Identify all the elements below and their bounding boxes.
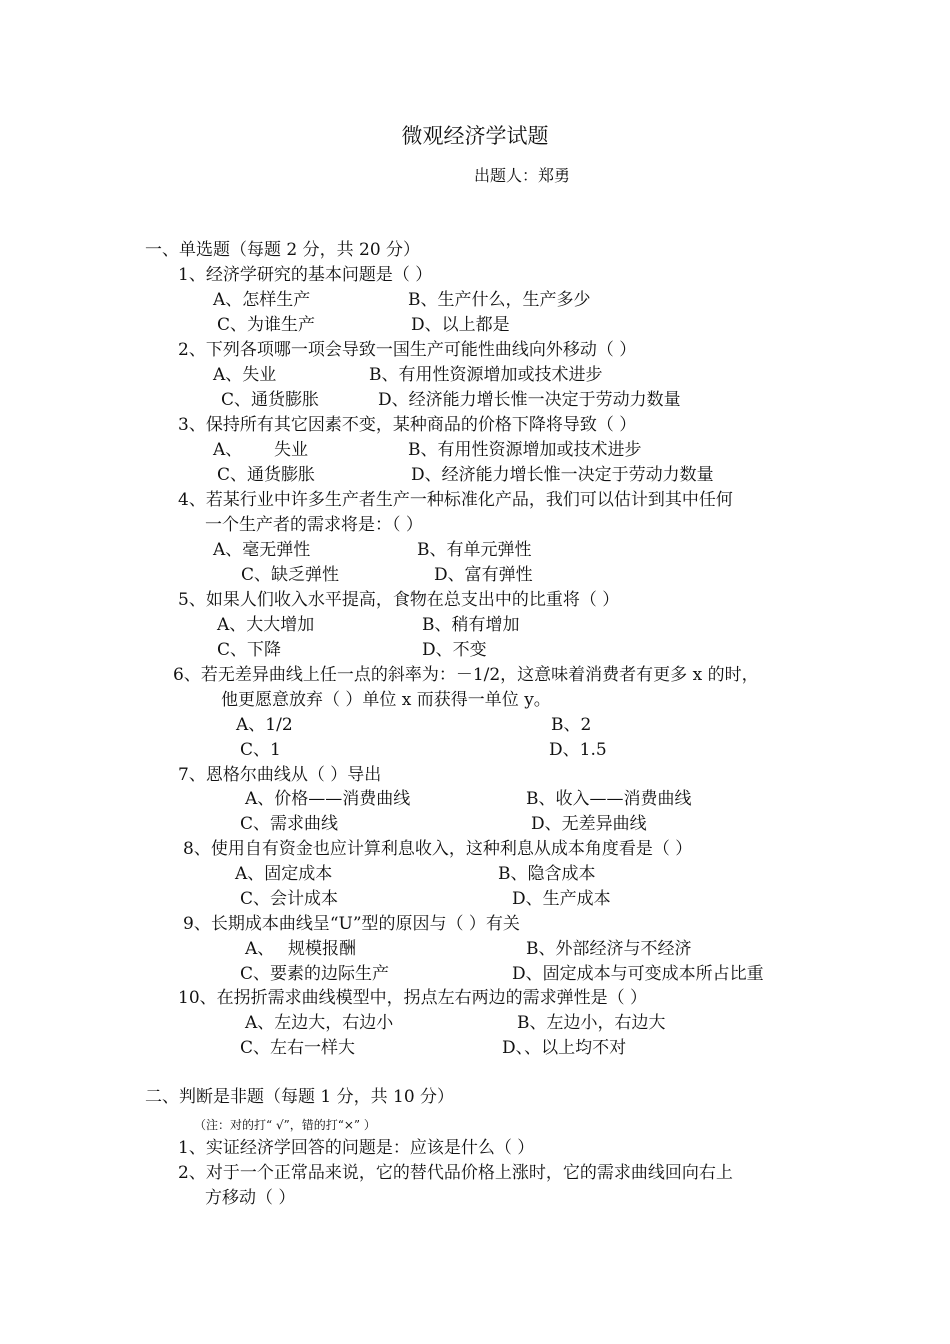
option: D、不变 [422, 640, 487, 660]
option: A、怎样生产 [213, 290, 311, 310]
option: C、1 [240, 740, 281, 760]
section-heading: 一、单选题（每题 2 分，共 20 分） [145, 240, 421, 260]
option: 失业 [274, 440, 308, 460]
option: C、缺乏弹性 [241, 565, 340, 585]
option: C、要素的边际生产 [240, 964, 390, 984]
option: B、收入——消费曲线 [526, 789, 692, 809]
option: C、需求曲线 [240, 814, 339, 834]
judgment-item: 2、对于一个正常品来说，它的替代品价格上涨时，它的需求曲线回向右上 [178, 1163, 733, 1183]
option: D、、以上均不对 [502, 1038, 627, 1058]
question-stem: 5、如果人们收入水平提高，食物在总支出中的比重将（ ） [178, 590, 620, 610]
option: C、下降 [217, 640, 282, 660]
option: B、生产什么，生产多少 [408, 290, 591, 310]
question-stem: 8、使用自有资金也应计算利息收入，这种利息从成本角度看是（ ） [183, 839, 693, 859]
option: A、1/2 [236, 715, 293, 735]
option: A、失业 [213, 365, 277, 385]
option: B、有用性资源增加或技术进步 [408, 440, 642, 460]
option: D、以上都是 [411, 315, 510, 335]
question-stem: 6、若无差异曲线上任一点的斜率为：－1/2，这意味着消费者有更多 x 的时， [173, 665, 759, 685]
option: A、左边大，右边小 [245, 1013, 394, 1033]
question-stem-continued: 一个生产者的需求将是：（ ） [205, 515, 423, 535]
option: A、 [245, 939, 275, 959]
question-stem: 4、若某行业中许多生产者生产一种标准化产品，我们可以估计到其中任何 [178, 490, 733, 510]
option: A、大大增加 [217, 615, 315, 635]
option: D、固定成本与可变成本所占比重 [512, 964, 764, 984]
option: A、 [213, 440, 243, 460]
question-stem: 1、经济学研究的基本问题是（ ） [178, 265, 433, 285]
option: C、通货膨胀 [221, 390, 320, 410]
option: D、富有弹性 [434, 565, 533, 585]
option: C、为谁生产 [217, 315, 316, 335]
section-note: （注：对的打“ √”，错的打“×” ） [194, 1118, 376, 1132]
author-line: 出题人：郑勇 [474, 166, 571, 185]
option: C、左右一样大 [240, 1038, 356, 1058]
page-title: 微观经济学试题 [401, 124, 549, 148]
option: D、无差异曲线 [531, 814, 647, 834]
question-stem: 7、恩格尔曲线从（ ）导出 [178, 765, 382, 785]
option: 规模报酬 [288, 939, 356, 959]
option: D、经济能力增长惟一决定于劳动力数量 [378, 390, 681, 410]
option: B、稍有增加 [422, 615, 520, 635]
option: B、有单元弹性 [417, 540, 532, 560]
question-stem: 10、在拐折需求曲线模型中，拐点左右两边的需求弹性是（ ） [178, 988, 648, 1008]
judgment-item-continued: 方移动（ ） [205, 1188, 296, 1208]
option: A、固定成本 [235, 864, 333, 884]
question-stem: 2、下列各项哪一项会导致一国生产可能性曲线向外移动（ ） [178, 340, 637, 360]
option: B、隐含成本 [498, 864, 596, 884]
question-stem-continued: 他更愿意放弃（ ）单位 x 而获得一单位 y。 [221, 690, 551, 710]
option: D、1.5 [549, 740, 607, 760]
option: D、经济能力增长惟一决定于劳动力数量 [411, 465, 714, 485]
option: A、毫无弹性 [213, 540, 311, 560]
option: B、有用性资源增加或技术进步 [369, 365, 603, 385]
question-stem: 3、保持所有其它因素不变，某种商品的价格下降将导致（ ） [178, 415, 637, 435]
option: B、2 [551, 715, 592, 735]
option: C、通货膨胀 [217, 465, 316, 485]
option: A、价格——消费曲线 [245, 789, 411, 809]
option: D、生产成本 [512, 889, 611, 909]
option: B、左边小，右边大 [517, 1013, 666, 1033]
option: B、外部经济与不经济 [526, 939, 692, 959]
option: C、会计成本 [240, 889, 339, 909]
section-heading: 二、判断是非题（每题 1 分，共 10 分） [145, 1087, 455, 1107]
question-stem: 9、长期成本曲线呈“U”型的原因与（ ）有关 [183, 914, 520, 934]
judgment-item: 1、实证经济学回答的问题是：应该是什么（ ） [178, 1138, 535, 1158]
